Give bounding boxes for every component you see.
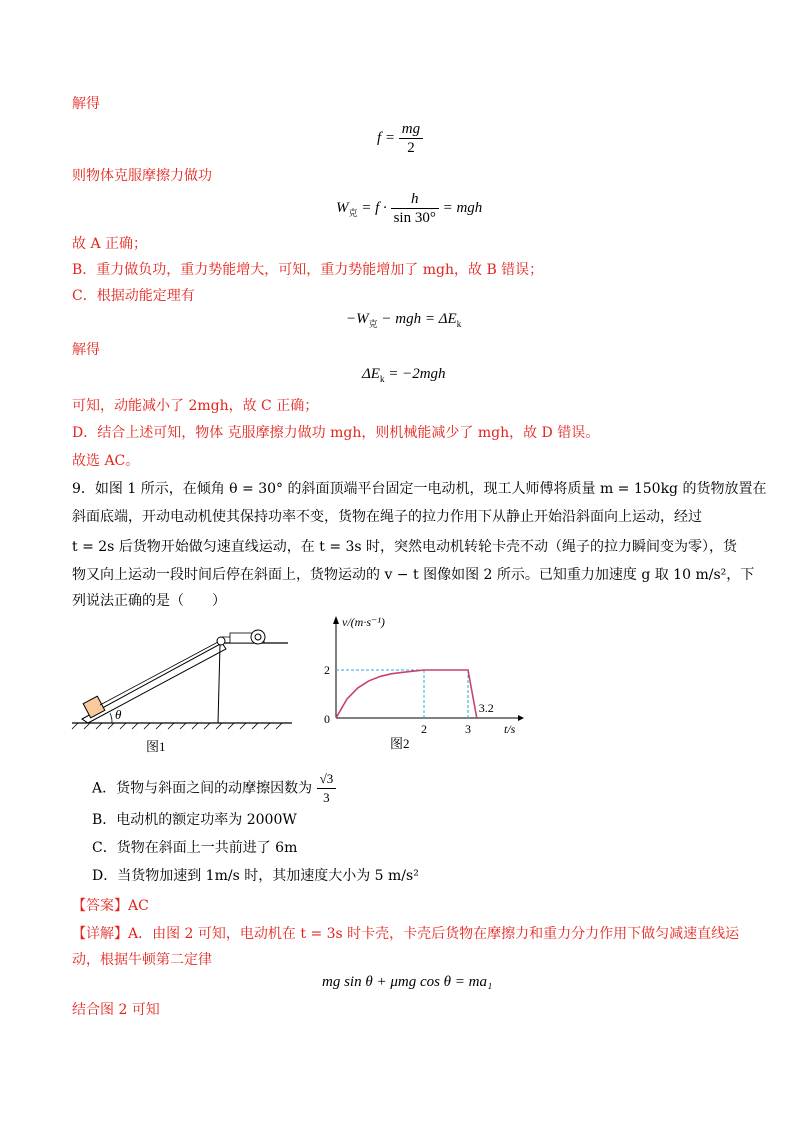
figure2-caption: 图2 xyxy=(390,736,410,751)
option-a-numerator: √3 xyxy=(317,770,337,789)
eq-ke-sub: 克 xyxy=(368,319,378,329)
eq-f-numerator: mg xyxy=(399,120,423,139)
x-tick-3: 3 xyxy=(465,722,471,736)
eq-ke-pre: −W xyxy=(346,311,369,327)
figure1-incline xyxy=(60,615,300,765)
a-correct-text: 故 A 正确； xyxy=(72,236,148,252)
question9-line5: 列说法正确的是（ ） xyxy=(72,593,226,609)
eq-dek-pre: ΔE xyxy=(362,366,380,382)
eq-w-mid: = f · xyxy=(361,199,387,216)
angle-label: θ xyxy=(115,707,122,722)
eq-w-lhs: W xyxy=(336,199,349,216)
motor-hub-icon xyxy=(255,634,261,640)
origin-label: 0 xyxy=(324,712,330,726)
jiede-label-2: 解得 xyxy=(72,342,100,358)
jiede-label-1: 解得 xyxy=(72,96,100,112)
eq-ke-post: − mgh = ΔE xyxy=(381,311,457,327)
eq-w-fraction xyxy=(391,190,439,227)
option-a-denominator: 3 xyxy=(323,790,330,805)
option-d: D．当货物加速到 1m/s 时，其加速度大小为 5 m/s² xyxy=(92,868,419,884)
eq-dek-sub: k xyxy=(379,374,385,384)
question9-line3: t = 2s 后货物开始做匀速直线运动，在 t = 3s 时，突然电动机转轮卡壳不动（绳子的拉力瞬间变为零），货 xyxy=(72,539,738,555)
cargo-rope xyxy=(100,642,218,705)
option-a-text: A．货物与斜面之间的动摩擦因数为 xyxy=(92,780,313,797)
support-post xyxy=(218,645,220,723)
c-text: C．根据动能定理有 xyxy=(72,288,195,304)
vt-series-line xyxy=(336,670,477,718)
option-c: C．货物在斜面上一共前进了 6m xyxy=(92,840,298,856)
question9-line4: 物又向上运动一段时间后停在斜面上，货物运动的 v − t 图像如图 2 所示。已知重力加速度 g 取 10 m/s²，下 xyxy=(72,567,755,583)
detail-line3: 结合图 2 可知 xyxy=(72,1002,160,1018)
pulley-icon xyxy=(217,637,225,645)
x-tick-3-2: 3.2 xyxy=(478,701,494,715)
eq-w-denominator: sin 30° xyxy=(393,210,436,226)
question9-line2: 斜面底端，开动电动机使其保持功率不变，货物在绳子的拉力作用下从静止开始沿斜面向上运动，经过 xyxy=(72,509,702,525)
answer-text: 【答案】AC xyxy=(72,898,149,914)
eq-ke-sub2: k xyxy=(456,319,462,329)
x-axis-label: t/s xyxy=(504,722,516,736)
eq-f-fraction xyxy=(399,120,423,157)
equation-kinetic xyxy=(346,311,461,330)
work-friction-label: 则物体克服摩擦力做功 xyxy=(72,168,212,184)
x-axis-arrow-icon xyxy=(518,715,524,721)
equation-delta-ek xyxy=(362,366,446,384)
eq-dek-post: = −2mgh xyxy=(388,366,446,382)
angle-arc xyxy=(110,713,112,723)
y-axis-label: v/(m·s⁻¹) xyxy=(342,615,385,629)
equation-work xyxy=(336,190,482,227)
y-axis-arrow-icon xyxy=(333,616,339,624)
detail-line1: 【详解】A．由图 2 可知，电动机在 t = 3s 时卡壳，卡壳后货物在摩擦力和重力分力作用下做匀减速直线运 xyxy=(72,926,740,942)
eq-w-numerator: h xyxy=(391,190,439,209)
detail-line2: 动，根据牛顿第二定律 xyxy=(72,952,212,968)
question9-line1: 9．如图 1 所示，在倾角 θ = 30° 的斜面顶端平台固定一电动机，现工人师傅将质量 m = 150kg 的货物放置在 xyxy=(72,481,767,497)
equation-newton: mg sin θ + μmg cos θ = ma₁ xyxy=(322,974,493,990)
y-tick-2: 2 xyxy=(324,663,330,677)
eq-w-rhs: = mgh xyxy=(442,199,483,216)
eq-f-lhs: f = xyxy=(377,129,396,146)
x-tick-2: 2 xyxy=(421,722,427,736)
option-b: B．电动机的额定功率为 2000W xyxy=(92,812,297,828)
eq-w-sub: 克 xyxy=(348,207,358,218)
b-text: B．重力做负功，重力势能增大，可知，重力势能增加了 mgh，故 B 错误； xyxy=(72,262,544,278)
option-a-fraction xyxy=(317,770,337,807)
option-a xyxy=(92,770,336,807)
choice-text: 故选 AC。 xyxy=(72,453,140,469)
ground-hatching xyxy=(72,723,282,729)
equation-f xyxy=(377,120,423,157)
d-text: D．结合上述可知，物体 克服摩擦力做功 mgh，则机械能减少了 mgh，故 D 错误。 xyxy=(72,425,600,441)
eq-f-denominator: 2 xyxy=(407,140,415,156)
figure1-caption: 图1 xyxy=(146,739,166,754)
c-conclusion: 可知，动能减小了 2mgh，故 C 正确； xyxy=(72,398,319,414)
figure2-vt-chart xyxy=(318,612,528,762)
